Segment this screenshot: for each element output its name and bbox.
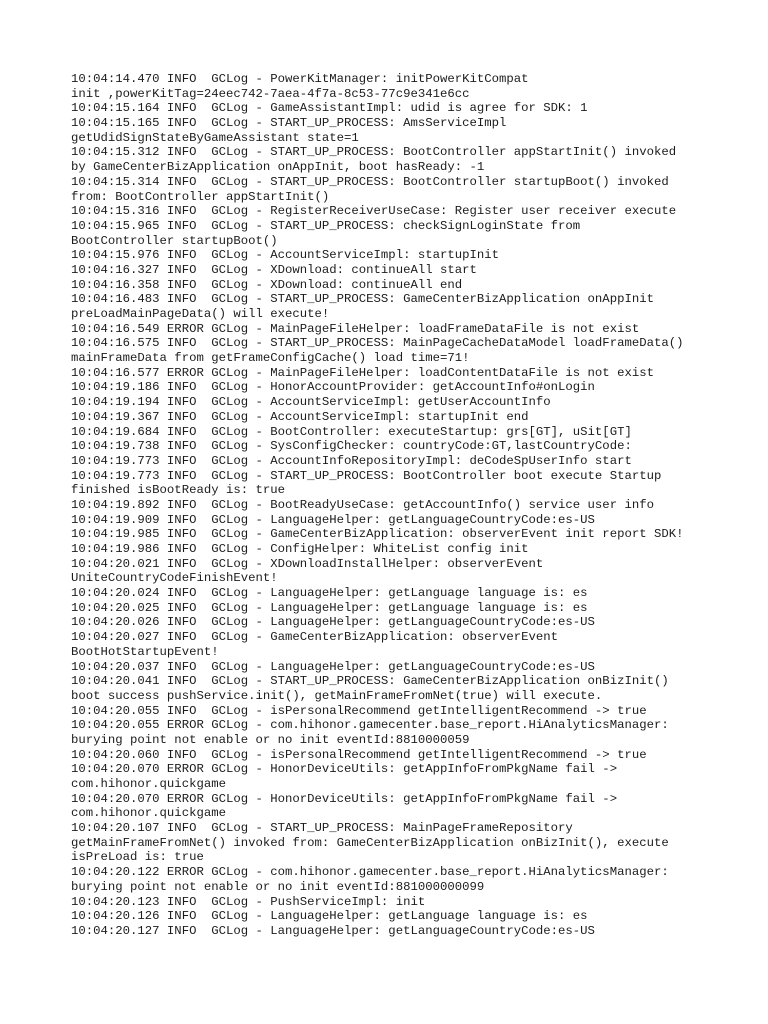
- log-line: 10:04:20.055 ERROR GCLog - com.hihonor.gamecenter.base_report.HiAnalyticsManager:: [71, 718, 669, 733]
- log-line: 10:04:20.070 ERROR GCLog - HonorDeviceUtils: getAppInfoFromPkgName fail ->: [71, 791, 618, 806]
- log-line: 10:04:20.126 INFO GCLog - LanguageHelper: getLanguage language is: es: [71, 909, 588, 924]
- log-line: BootController startupBoot(): [71, 233, 278, 248]
- log-line: 10:04:20.024 INFO GCLog - LanguageHelper: getLanguage language is: es: [71, 586, 588, 601]
- log-line: 10:04:16.549 ERROR GCLog - MainPageFileHelper: loadFrameDataFile is not exist: [71, 321, 640, 336]
- log-line: boot success pushService.init(), getMainFrameFromNet(true) will execute.: [71, 688, 603, 703]
- log-line: 10:04:19.738 INFO GCLog - SysConfigChecker: countryCode:GT,lastCountryCode:: [71, 439, 632, 454]
- log-line: 10:04:20.123 INFO GCLog - PushServiceImpl: init: [71, 894, 426, 909]
- log-line: 10:04:19.367 INFO GCLog - AccountServiceImpl: startupInit end: [71, 409, 529, 424]
- log-line: 10:04:20.070 ERROR GCLog - HonorDeviceUtils: getAppInfoFromPkgName fail ->: [71, 762, 618, 777]
- log-line: burying point not enable or no init eventId:881000000099: [71, 879, 485, 894]
- log-text-block: [71, 72, 731, 939]
- log-line: 10:04:19.773 INFO GCLog - AccountInfoRepositoryImpl: deCodeSpUserInfo start: [71, 453, 632, 468]
- log-line: 10:04:19.892 INFO GCLog - BootReadyUseCase: getAccountInfo() service user info: [71, 497, 654, 512]
- log-line: 10:04:19.986 INFO GCLog - ConfigHelper: WhiteList config init: [71, 542, 529, 556]
- log-line: 10:04:20.025 INFO GCLog - LanguageHelper: getLanguage language is: es: [71, 600, 588, 615]
- log-line: by GameCenterBizApplication onAppInit, boot hasReady: -1: [71, 160, 485, 175]
- log-line: preLoadMainPageData() will execute!: [71, 307, 330, 321]
- log-line: 10:04:16.575 INFO GCLog - START_UP_PROCESS: MainPageCacheDataModel loadFrameData(): [71, 336, 684, 351]
- log-line: 10:04:14.470 INFO GCLog - PowerKitManager: initPowerKitCompat: [71, 72, 529, 86]
- log-line: 10:04:19.194 INFO GCLog - AccountServiceImpl: getUserAccountInfo: [71, 395, 551, 410]
- log-line: BootHotStartupEvent!: [71, 644, 219, 659]
- log-line: 10:04:15.164 INFO GCLog - GameAssistantImpl: udid is agree for SDK: 1: [71, 101, 588, 116]
- log-line: 10:04:20.021 INFO GCLog - XDownloadInstallHelper: observerEvent: [71, 556, 544, 571]
- log-line: 10:04:19.684 INFO GCLog - BootController: executeStartup: grs[GT], uSit[GT]: [71, 424, 632, 439]
- log-line: 10:04:20.060 INFO GCLog - isPersonalRecommend getIntelligentRecommend -> true: [71, 747, 647, 762]
- log-line: init ,powerKitTag=24eec742-7aea-4f7a-8c53-77c9e341e6cc: [71, 86, 470, 101]
- log-line: isPreLoad is: true: [71, 850, 204, 865]
- log-line: 10:04:19.909 INFO GCLog - LanguageHelper: getLanguageCountryCode:es-US: [71, 512, 595, 527]
- log-line: 10:04:15.976 INFO GCLog - AccountServiceImpl: startupInit: [71, 248, 500, 263]
- log-line: 10:04:16.358 INFO GCLog - XDownload: continueAll end: [71, 277, 463, 292]
- log-line: 10:04:15.165 INFO GCLog - START_UP_PROCESS: AmsServiceImpl: [71, 116, 507, 131]
- log-line: burying point not enable or no init eventId:8810000059: [71, 732, 470, 747]
- log-line: 10:04:20.041 INFO GCLog - START_UP_PROCESS: GameCenterBizApplication onBizInit(): [71, 674, 669, 689]
- log-line: 10:04:15.314 INFO GCLog - START_UP_PROCESS: BootController startupBoot() invoked: [71, 174, 669, 189]
- log-line: UniteCountryCodeFinishEvent!: [71, 571, 278, 586]
- log-line: com.hihonor.quickgame: [71, 777, 226, 791]
- log-line: 10:04:20.127 INFO GCLog - LanguageHelper: getLanguageCountryCode:es-US: [71, 923, 595, 938]
- log-line: 10:04:20.055 INFO GCLog - isPersonalRecommend getIntelligentRecommend -> true: [71, 703, 647, 718]
- log-line: 10:04:19.985 INFO GCLog - GameCenterBizApplication: observerEvent init report SDK!: [71, 527, 684, 542]
- log-line: 10:04:16.483 INFO GCLog - START_UP_PROCESS: GameCenterBizApplication onAppInit: [71, 292, 654, 307]
- log-line: 10:04:20.037 INFO GCLog - LanguageHelper: getLanguageCountryCode:es-US: [71, 659, 595, 674]
- log-line: getUdidSignStateByGameAssistant state=1: [71, 130, 359, 145]
- log-line: finished isBootReady is: true: [71, 483, 286, 498]
- log-line: 10:04:20.122 ERROR GCLog - com.hihonor.gamecenter.base_report.HiAnalyticsManager:: [71, 865, 669, 880]
- log-line: 10:04:19.186 INFO GCLog - HonorAccountProvider: getAccountInfo#onLogin: [71, 380, 595, 395]
- log-line: 10:04:19.773 INFO GCLog - START_UP_PROCESS: BootController boot execute Startup: [71, 468, 662, 483]
- log-line: mainFrameData from getFrameConfigCache() load time=71!: [71, 351, 470, 366]
- log-line: getMainFrameFromNet() invoked from: GameCenterBizApplication onBizInit(), execute: [71, 835, 669, 850]
- log-line: 10:04:20.107 INFO GCLog - START_UP_PROCESS: MainPageFrameRepository: [71, 821, 573, 836]
- log-line: 10:04:20.027 INFO GCLog - GameCenterBizApplication: observerEvent: [71, 630, 559, 645]
- log-line: from: BootController appStartInit(): [71, 189, 330, 204]
- log-line: 10:04:15.965 INFO GCLog - START_UP_PROCESS: checkSignLoginState from: [71, 218, 581, 233]
- log-line: 10:04:15.312 INFO GCLog - START_UP_PROCESS: BootController appStartInit() invoked: [71, 145, 677, 160]
- log-line: 10:04:15.316 INFO GCLog - RegisterReceiverUseCase: Register user receiver execute: [71, 204, 677, 219]
- log-line: com.hihonor.quickgame: [71, 806, 226, 821]
- log-line: 10:04:16.327 INFO GCLog - XDownload: continueAll start: [71, 262, 477, 277]
- log-line: 10:04:20.026 INFO GCLog - LanguageHelper: getLanguageCountryCode:es-US: [71, 615, 595, 630]
- log-line: 10:04:16.577 ERROR GCLog - MainPageFileHelper: loadContentDataFile is not exist: [71, 365, 654, 380]
